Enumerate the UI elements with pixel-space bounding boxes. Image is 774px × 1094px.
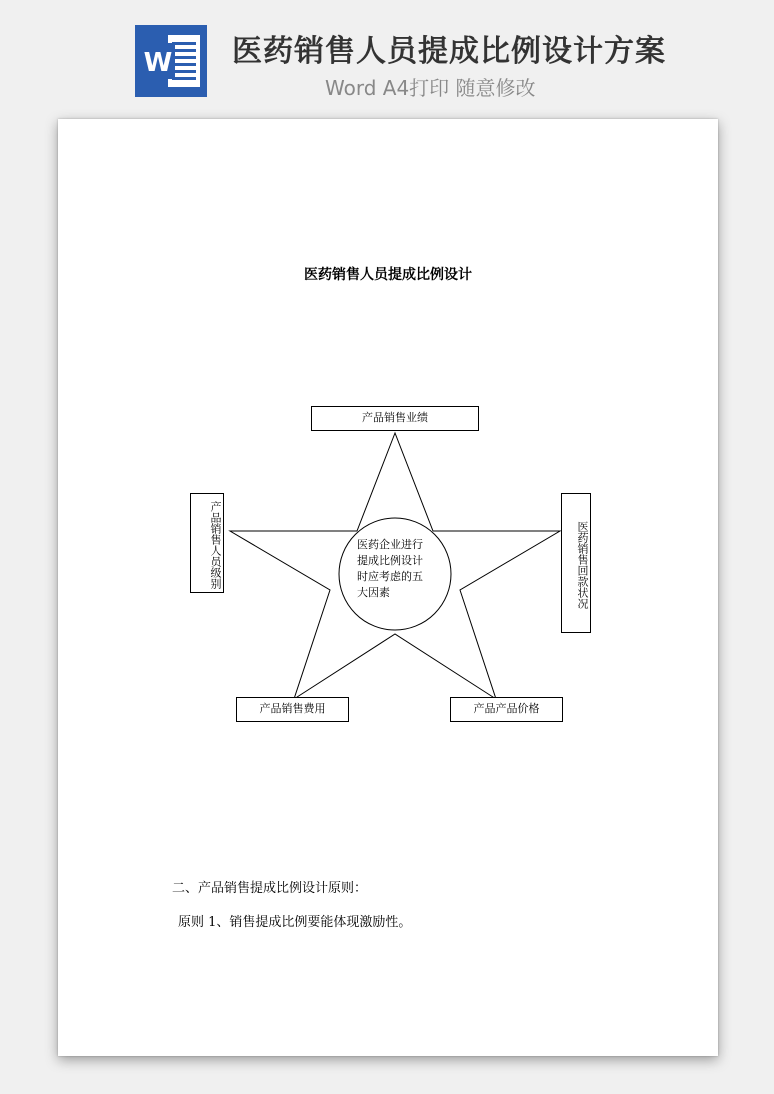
page-subtitle: Word A4打印 随意修改 [325,76,536,100]
factor-sales-performance: 产品销售业绩 [311,406,479,431]
document-page [58,119,718,1056]
center-factor-text: 医药企业进行提成比例设计时应考虑的五大因素 [357,538,423,599]
header-banner [0,0,774,118]
word-icon-letter: W [143,48,173,78]
section-heading: 二、产品销售提成比例设计原则： [172,881,368,896]
factor-sales-expense: 产品销售费用 [236,697,349,722]
page-title: 医药销售人员提成比例设计方案 [232,34,666,69]
factor-sales-staff-level: 产品销售人员级别 [190,493,224,593]
principle-item: 原则 1、销售提成比例要能体现激励性。 [178,915,412,930]
factor-product-price: 产品产品价格 [450,697,563,722]
word-document-icon [135,25,207,97]
factor-payment-collection: 医药销售回款状况 [561,493,591,633]
document-title: 医药销售人员提成比例设计 [304,267,472,283]
